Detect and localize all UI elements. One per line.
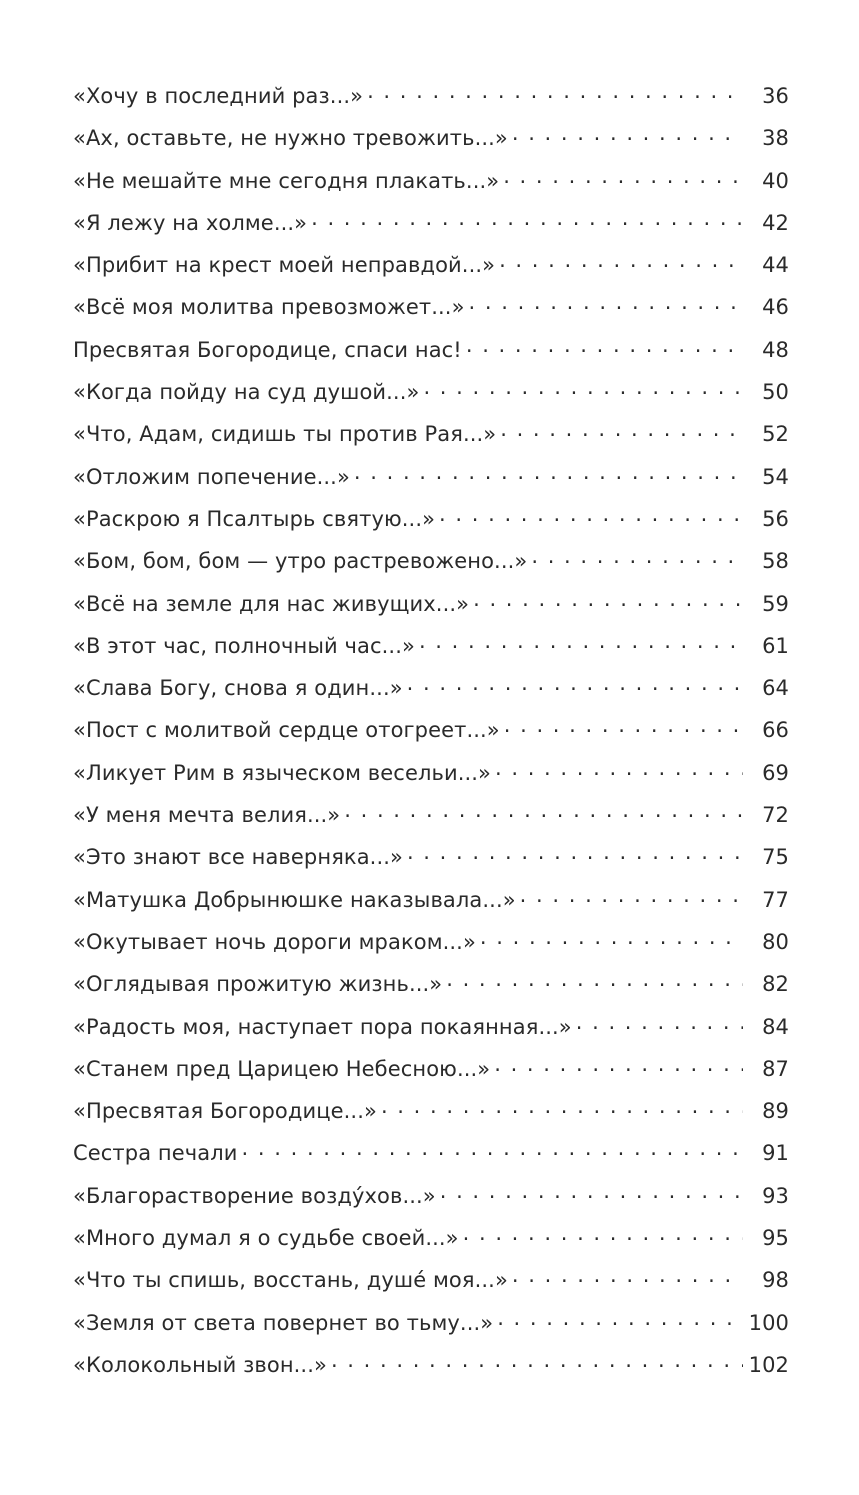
toc-entry-title: «Что, Адам, сидишь ты против Рая...» (73, 422, 497, 447)
dot-leader (500, 420, 743, 441)
toc-entry-title: «Много думал я о судьбе своей...» (73, 1226, 459, 1251)
toc-entry (73, 378, 789, 420)
toc-entry (73, 928, 789, 970)
toc-entry (73, 801, 789, 843)
dot-leader (503, 167, 743, 188)
dot-leader (495, 759, 743, 780)
toc-entry (73, 251, 789, 293)
toc-entry-title: «Матушка Добрынюшке наказывала...» (73, 887, 516, 912)
toc-entry-page: 38 (762, 126, 789, 151)
toc-entry-page: 46 (762, 295, 789, 320)
toc-entry-title: «Отложим попечение...» (73, 464, 350, 489)
dot-leader (407, 843, 743, 864)
dot-leader (494, 1055, 743, 1076)
toc-entry-page: 80 (762, 929, 789, 954)
dot-leader (463, 1224, 743, 1245)
toc-entry (73, 1055, 789, 1097)
dot-leader (242, 1139, 743, 1160)
table-of-contents (73, 82, 789, 1393)
toc-entry-page: 59 (762, 591, 789, 616)
toc-entry (73, 167, 789, 209)
dot-leader (446, 970, 743, 991)
toc-entry-title: «Станем пред Царицею Небесною...» (73, 1056, 491, 1081)
dot-leader (419, 632, 743, 653)
toc-entry (73, 1351, 789, 1393)
toc-entry (73, 293, 789, 335)
toc-entry (73, 209, 789, 251)
toc-entry (73, 1139, 789, 1181)
toc-entry-page: 93 (762, 1183, 789, 1208)
dot-leader (469, 293, 743, 314)
toc-entry-title: «Что ты спишь, восстань, душе́ моя...» (73, 1268, 508, 1293)
dot-leader (331, 1351, 743, 1372)
toc-entry-title: «Всё моя молитва превозможет...» (73, 295, 465, 320)
toc-entry-page: 40 (762, 168, 789, 193)
toc-entry (73, 124, 789, 166)
toc-entry-page: 69 (762, 760, 789, 785)
toc-entry-page: 58 (762, 549, 789, 574)
toc-entry-title: «Колокольный звон...» (73, 1352, 327, 1377)
toc-entry-title: «Пресвятая Богородице...» (73, 1099, 377, 1124)
dot-leader (367, 82, 743, 103)
toc-entry-page: 95 (762, 1226, 789, 1251)
toc-entry-page: 102 (748, 1352, 789, 1377)
dot-leader (504, 716, 743, 737)
toc-entry-title: «Хочу в последний раз...» (73, 84, 364, 108)
dot-leader (497, 1309, 742, 1330)
toc-entry-title: «Ликует Рим в языческом весельи...» (73, 760, 491, 785)
toc-entry (73, 759, 789, 801)
toc-entry-title: «Не мешайте мне сегодня плакать...» (73, 168, 500, 193)
toc-entry (73, 1182, 789, 1224)
toc-entry-title: «Окутывает ночь дороги мраком...» (73, 929, 476, 954)
toc-entry-title: Пресвятая Богородице, спаси нас! (73, 337, 462, 362)
toc-entry-title: «Всё на земле для нас живущих...» (73, 591, 470, 616)
toc-entry (73, 1224, 789, 1266)
toc-entry (73, 505, 789, 547)
toc-entry (73, 547, 789, 589)
toc-entry-page: 54 (762, 464, 789, 489)
toc-entry (73, 590, 789, 632)
toc-entry-page: 89 (762, 1099, 789, 1124)
toc-entry (73, 463, 789, 505)
toc-entry-page: 72 (762, 803, 789, 828)
toc-entry (73, 970, 789, 1012)
toc-entry-title: Сестра печали (73, 1141, 238, 1166)
toc-entry (73, 336, 789, 378)
toc-entry (73, 420, 789, 462)
toc-entry (73, 1097, 789, 1139)
toc-entry (73, 674, 789, 716)
toc-entry-page: 100 (748, 1310, 789, 1335)
toc-entry-title: «Радость моя, наступает пора покаянная...» (73, 1014, 572, 1039)
dot-leader (381, 1097, 743, 1118)
toc-entry-title: «Прибит на крест моей неправдой...» (73, 253, 496, 278)
toc-entry-title: «Я лежу на холме...» (73, 210, 308, 235)
toc-entry-title: «Это знают все наверняка...» (73, 845, 403, 870)
toc-entry-page: 64 (762, 676, 789, 701)
dot-leader (423, 378, 743, 399)
toc-entry (73, 632, 789, 674)
toc-entry-page: 50 (762, 380, 789, 405)
toc-entry-page: 52 (762, 422, 789, 447)
toc-entry-page: 42 (762, 210, 789, 235)
toc-entry-title: «Бом, бом, бом — утро растревожено...» (73, 549, 528, 574)
toc-entry-page: 44 (762, 253, 789, 278)
dot-leader (531, 547, 743, 568)
dot-leader (439, 505, 743, 526)
dot-leader (344, 801, 743, 822)
toc-entry-page: 87 (762, 1056, 789, 1081)
dot-leader (407, 674, 743, 695)
dot-leader (466, 336, 743, 357)
dot-leader (354, 463, 743, 484)
dot-leader (499, 251, 743, 272)
toc-entry-title: «Оглядывая прожитую жизнь...» (73, 972, 443, 997)
dot-leader (311, 209, 743, 230)
toc-entry-page: 75 (762, 845, 789, 870)
toc-entry-title: «Ах, оставьте, не нужно тревожить...» (73, 126, 508, 151)
toc-entry-title: «Слава Богу, снова я один...» (73, 676, 403, 701)
toc-entry-page: 66 (762, 718, 789, 743)
toc-entry (73, 843, 789, 885)
toc-entry-title: «В этот час, полночный час...» (73, 633, 415, 658)
toc-entry-title: «У меня мечта велия...» (73, 803, 341, 828)
toc-entry-page: 48 (762, 337, 789, 362)
toc-entry-page: 61 (762, 633, 789, 658)
toc-entry-page: 91 (762, 1141, 789, 1166)
toc-entry (73, 716, 789, 758)
dot-leader (440, 1182, 743, 1203)
dot-leader (480, 928, 743, 949)
toc-entry-title: «Пост с молитвой сердце отогреет...» (73, 718, 500, 743)
toc-entry (73, 886, 789, 928)
toc-entry (73, 1309, 789, 1351)
toc-entry-page: 82 (762, 972, 789, 997)
dot-leader (520, 886, 743, 907)
toc-entry-page: 98 (762, 1268, 789, 1293)
toc-entry-title: «Земля от света повернет во тьму...» (73, 1310, 494, 1335)
toc-entry (73, 1013, 789, 1055)
toc-entry (73, 1266, 789, 1308)
toc-entry-page: 56 (762, 506, 789, 531)
dot-leader (473, 590, 743, 611)
toc-entry-page: 84 (762, 1014, 789, 1039)
toc-entry-title: «Когда пойду на суд душой...» (73, 380, 420, 405)
toc-entry-page: 36 (762, 84, 789, 108)
dot-leader (512, 124, 743, 145)
toc-entry (73, 82, 789, 124)
dot-leader (512, 1266, 743, 1287)
dot-leader (576, 1013, 743, 1034)
toc-entry-title: «Раскрою я Псалтырь святую...» (73, 506, 436, 531)
toc-entry-title: «Благорастворение возду́хов...» (73, 1183, 436, 1208)
toc-entry-page: 77 (762, 887, 789, 912)
